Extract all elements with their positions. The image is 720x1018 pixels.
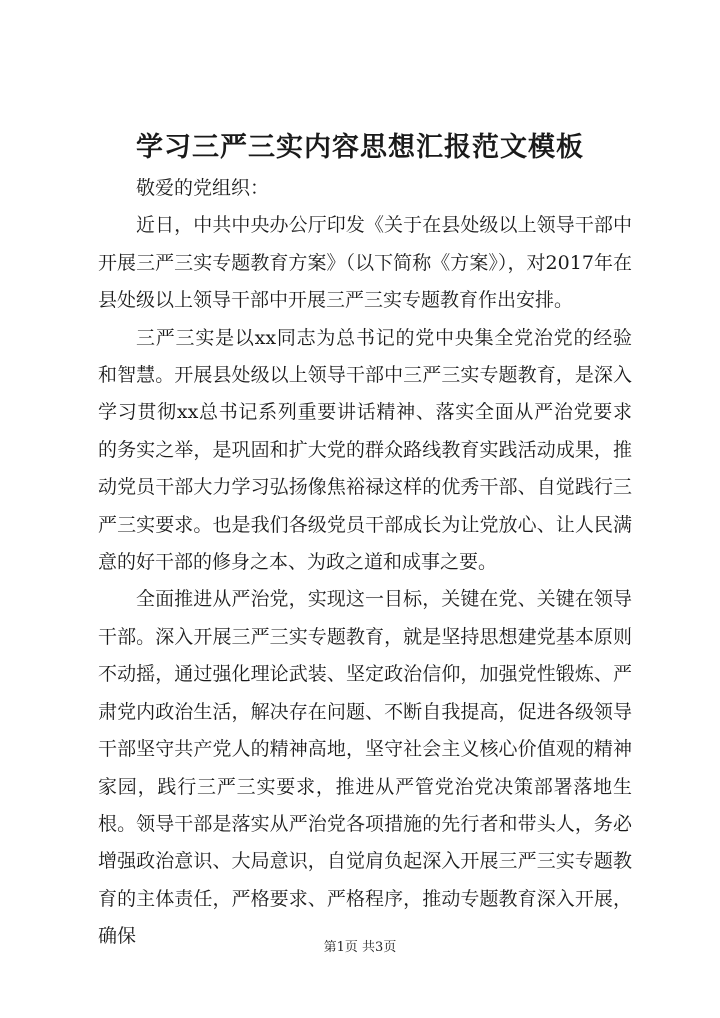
page-indicator: 第1页 共3页 — [323, 940, 397, 955]
paragraph-1: 近日，中共中央办公厅印发《关于在县处级以上领导干部中开展三严三实专题教育方案》（以下简称《方案》），对2017年在县处级以上领导干部中开展三严三实专题教育作出安排。 — [98, 214, 632, 312]
salutation: 敬爱的党组织： — [136, 177, 270, 199]
page-footer — [0, 938, 720, 958]
document-body — [98, 170, 632, 956]
document-title: 学习三严三实内容思想汇报范文模板 — [136, 132, 584, 163]
paragraph-2: 三严三实是以xx同志为总书记的党中央集全党治党的经验和智慧。开展县处级以上领导干部中三严三实专题教育，是深入学习贯彻xx总书记系列重要讲话精神、落实全面从严治党要求的务实之举，是巩固和扩大党的群众路线教育实践活动成果，推动党员干部大力学习弘扬像焦裕禄这样的优秀干部、自觉践行三严三实要求。也是我们各级党员干部成长为让党放心、让人民满意的好干部的修身之本、为政之道和成事之要。 — [98, 326, 632, 574]
paragraph-3: 全面推进从严治党，实现这一目标，关键在党、关键在领导干部。深入开展三严三实专题教育，就是坚持思想建党基本原则不动摇，通过强化理论武装、坚定政治信仰，加强党性锻炼、严肃党内政治生活，解决存在问题、不断自我提高，促进各级领导干部坚守共产党人的精神高地，坚守社会主义核心价值观的精神家园，践行三严三实要求，推进从严管党治党决策部署落地生根。领导干部是落实从严治党各项措施的先行者和带头人，务必增强政治意识、大局意识，自觉肩负起深入开展三严三实专题教育的主体责任，严格要求、严格程序，推动专题教育深入开展，确保 — [98, 588, 632, 948]
